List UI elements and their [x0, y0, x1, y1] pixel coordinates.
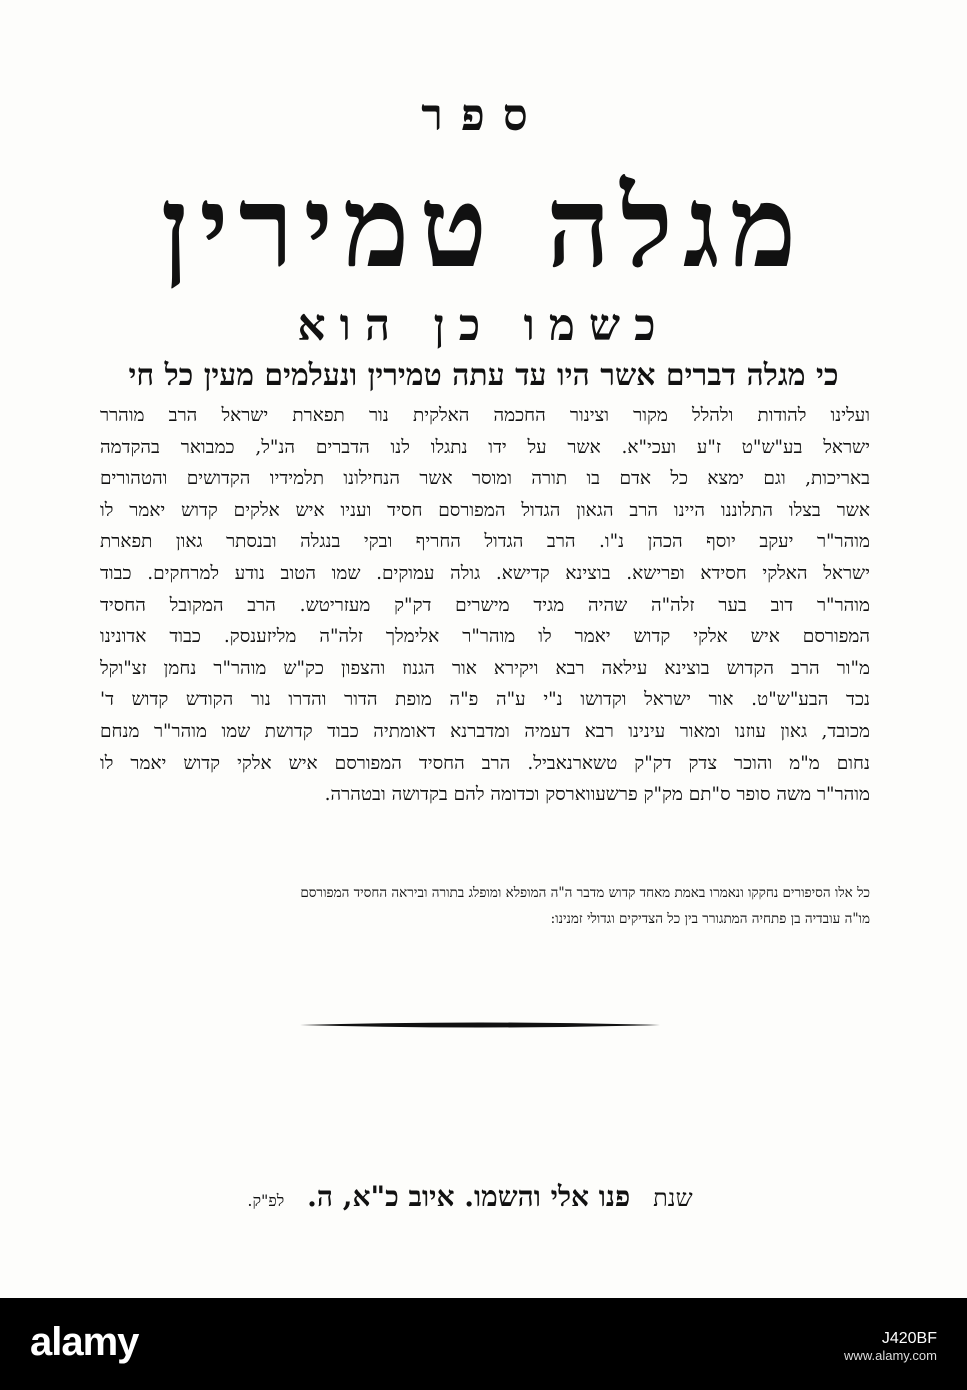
body-line: מוהר"ר יעקב יוסף הכהן נ"ו. הרב הגדול החריף ובקי בנגלה ובנסתר גאון תפארת: [100, 531, 870, 553]
imprint-year-word: שנת: [653, 1184, 693, 1212]
body-line: ישראל האלקי חסידא ופרישא. בוצינא קדישא. גולה עמוקים. שמו הטוב נודע למרחקים. כבוד: [100, 562, 870, 584]
body-line: נחום מ"מ והוכר צדק דק"ק טשארנאביל. הרב החסיד המפורסם איש אלקי קדוש יאמר לו: [100, 752, 870, 774]
body-line: אשר בצלו התלוננו היינו הרב הגאון הגדול המפורסם חסיד ועניו איש אלקים קדוש יאמר לו: [100, 499, 870, 521]
watermark-bar: [0, 1298, 967, 1390]
footnote-line: מו"ה עובדיה בן פתחיה המתגורר בין כל הצדיקים וגדולי זמנינו:: [550, 911, 870, 927]
body-line: מוהר"ר משה סופר ס"תם מק"ק פרשעווארסק וכדומה להם בקדושה ובטהרה.: [324, 784, 870, 806]
subtitle: כשמו כן הוא: [297, 300, 670, 351]
sefer-heading: ספר: [421, 90, 546, 141]
ornamental-divider: [300, 1020, 660, 1030]
brand-logo: alamy: [30, 1320, 139, 1364]
body-line: מוהר"ר דוב בער זלה"ה שהיה מגיד מישרים דק"ק מעזריטש. הרב המקובל החסיד: [100, 594, 870, 616]
tagline: כי מגלה דברים אשר היו עד עתה טמירין ונעלמים מעין כל חי: [128, 358, 839, 393]
body-line: מ"ור הרב הקדוש בוצינא עילאה רבא ויקירא אור הגנוז והצפון כק"ש מוהר"ר נחמן זצ"וקל: [100, 657, 870, 679]
main-title: מגלה טמירין: [160, 162, 807, 293]
footnote: [100, 880, 870, 932]
body-line: מכובד, גאון עוזנו ומאור עינינו רבא דעמיה ומדברנא דאומתיה כבוד קדושת שמו מוהר"ר מנחם: [100, 720, 870, 742]
image-id: J420BF: [881, 1330, 937, 1347]
body-line: נכד הבע"ש"ט. אור ישראל וקדושו נ"י ע"ה פ"ה מופת הדור והדרו נור הקודש קדוש ד': [100, 689, 870, 711]
footnote-line: כל אלו הסיפורים נחקקו ונאמרו באמת מאחד קדוש מדבר ה"ה המופלא ומופלג בתורה וביראה החסיד המפורסם: [300, 885, 870, 901]
stock-id: [844, 1330, 937, 1363]
body-line: באריכות, וגם ימצא כל אדם בו תורה ומוסר אשר הנחילונו תלמידיו הקדושים והטהורים: [100, 468, 870, 490]
imprint: [150, 1180, 790, 1214]
body-paragraph: [100, 400, 870, 811]
body-line: ועלינו להודות ולהלל מקור וצינור החכמה האלקית נור תפארת ישראל הרב מוהרר: [100, 405, 870, 426]
site-url: www.alamy.com: [844, 1348, 937, 1363]
imprint-verse: פנו אלי והשמו. איוב כ"א, ה.: [307, 1180, 631, 1213]
body-line: המפורסם איש אלקי קדוש יאמר לו מוהר"ר אלימלך זלה"ה מליזענסק. כבוד אדונינו: [100, 626, 870, 648]
imprint-place: לפ"ק.: [247, 1191, 285, 1210]
body-line: ישראל בע"ש"ט ז"ע ועכי"א. אשר על ידו נתגלו לנו הדברים הנ"ל, כמבואר בהקדמה: [100, 436, 870, 458]
